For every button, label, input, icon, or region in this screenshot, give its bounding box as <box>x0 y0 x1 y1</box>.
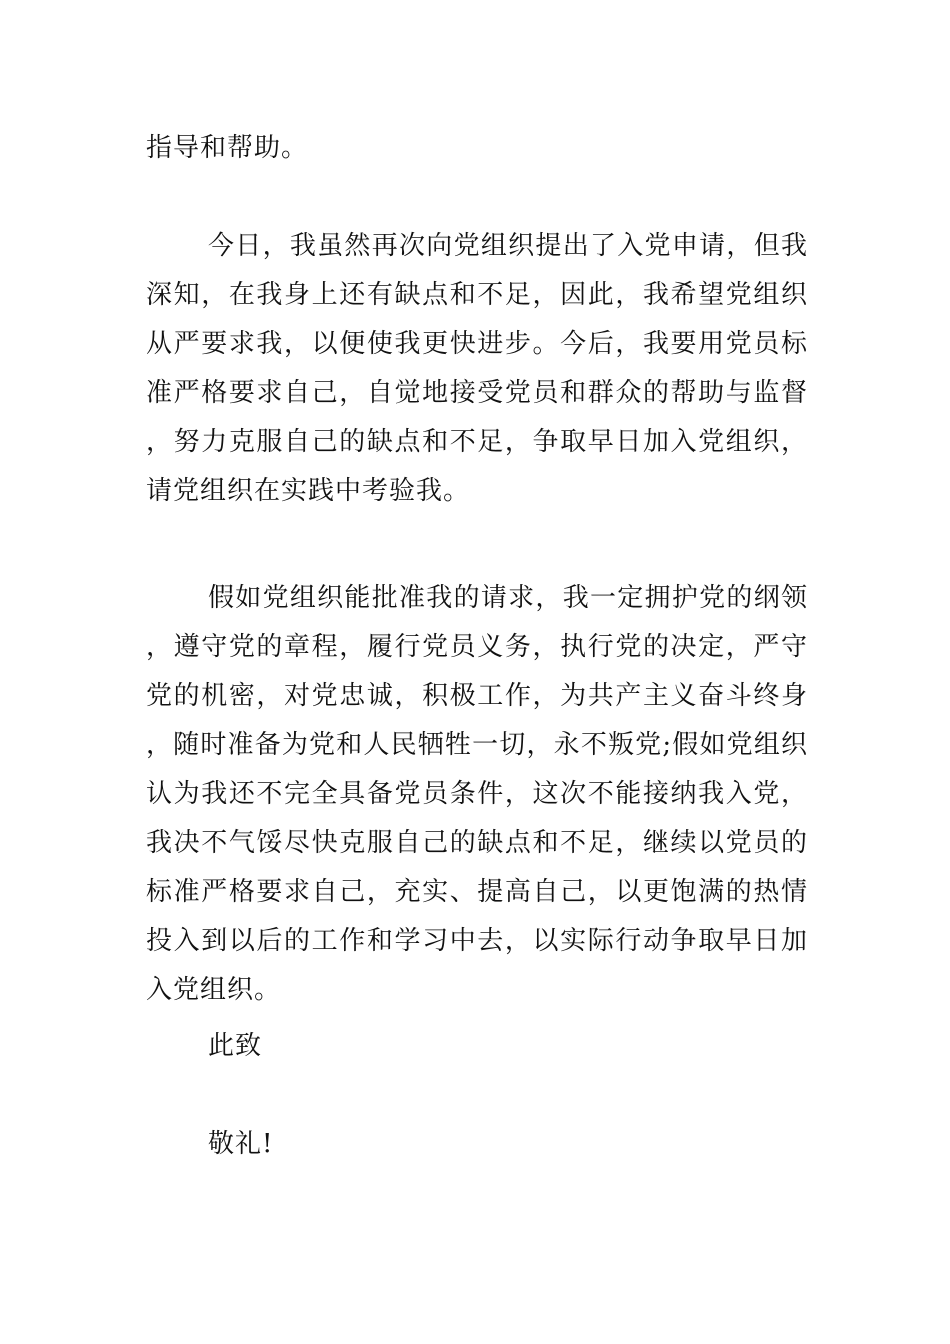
closing-salutation: 此致 <box>208 1031 263 1061</box>
closing-regards: 敬礼! <box>208 1129 274 1159</box>
paragraph-pledge: 假如党组织能批准我的请求，我一定拥护党的纲领，遵守党的章程，履行党员义务，执行党的决定，严守党的机密，对党忠诚，积极工作，为共产主义奋斗终身，随时准备为党和人民牺牲一切，永不叛党;假如党组织认为我还不完全具备党员条件，这次不能接纳我入党，我决不气馁尽快克服自己的缺点和不足，继续以党员的标准严格要求自己，充实、提高自己，以更饱满的热情投入到以后的工作和学习中去，以实际行动争取早日加入党组织。 <box>146 583 808 1005</box>
paragraph-continuation: 指导和帮助。 <box>146 133 309 163</box>
paragraph-commitment: 今日，我虽然再次向党组织提出了入党申请，但我深知，在我身上还有缺点和不足，因此，我希望党组织从严要求我，以便使我更快进步。今后，我要用党员标准严格要求自己，自觉地接受党员和群众的帮助与监督，努力克服自己的缺点和不足，争取早日加入党组织，请党组织在实践中考验我。 <box>146 231 808 506</box>
